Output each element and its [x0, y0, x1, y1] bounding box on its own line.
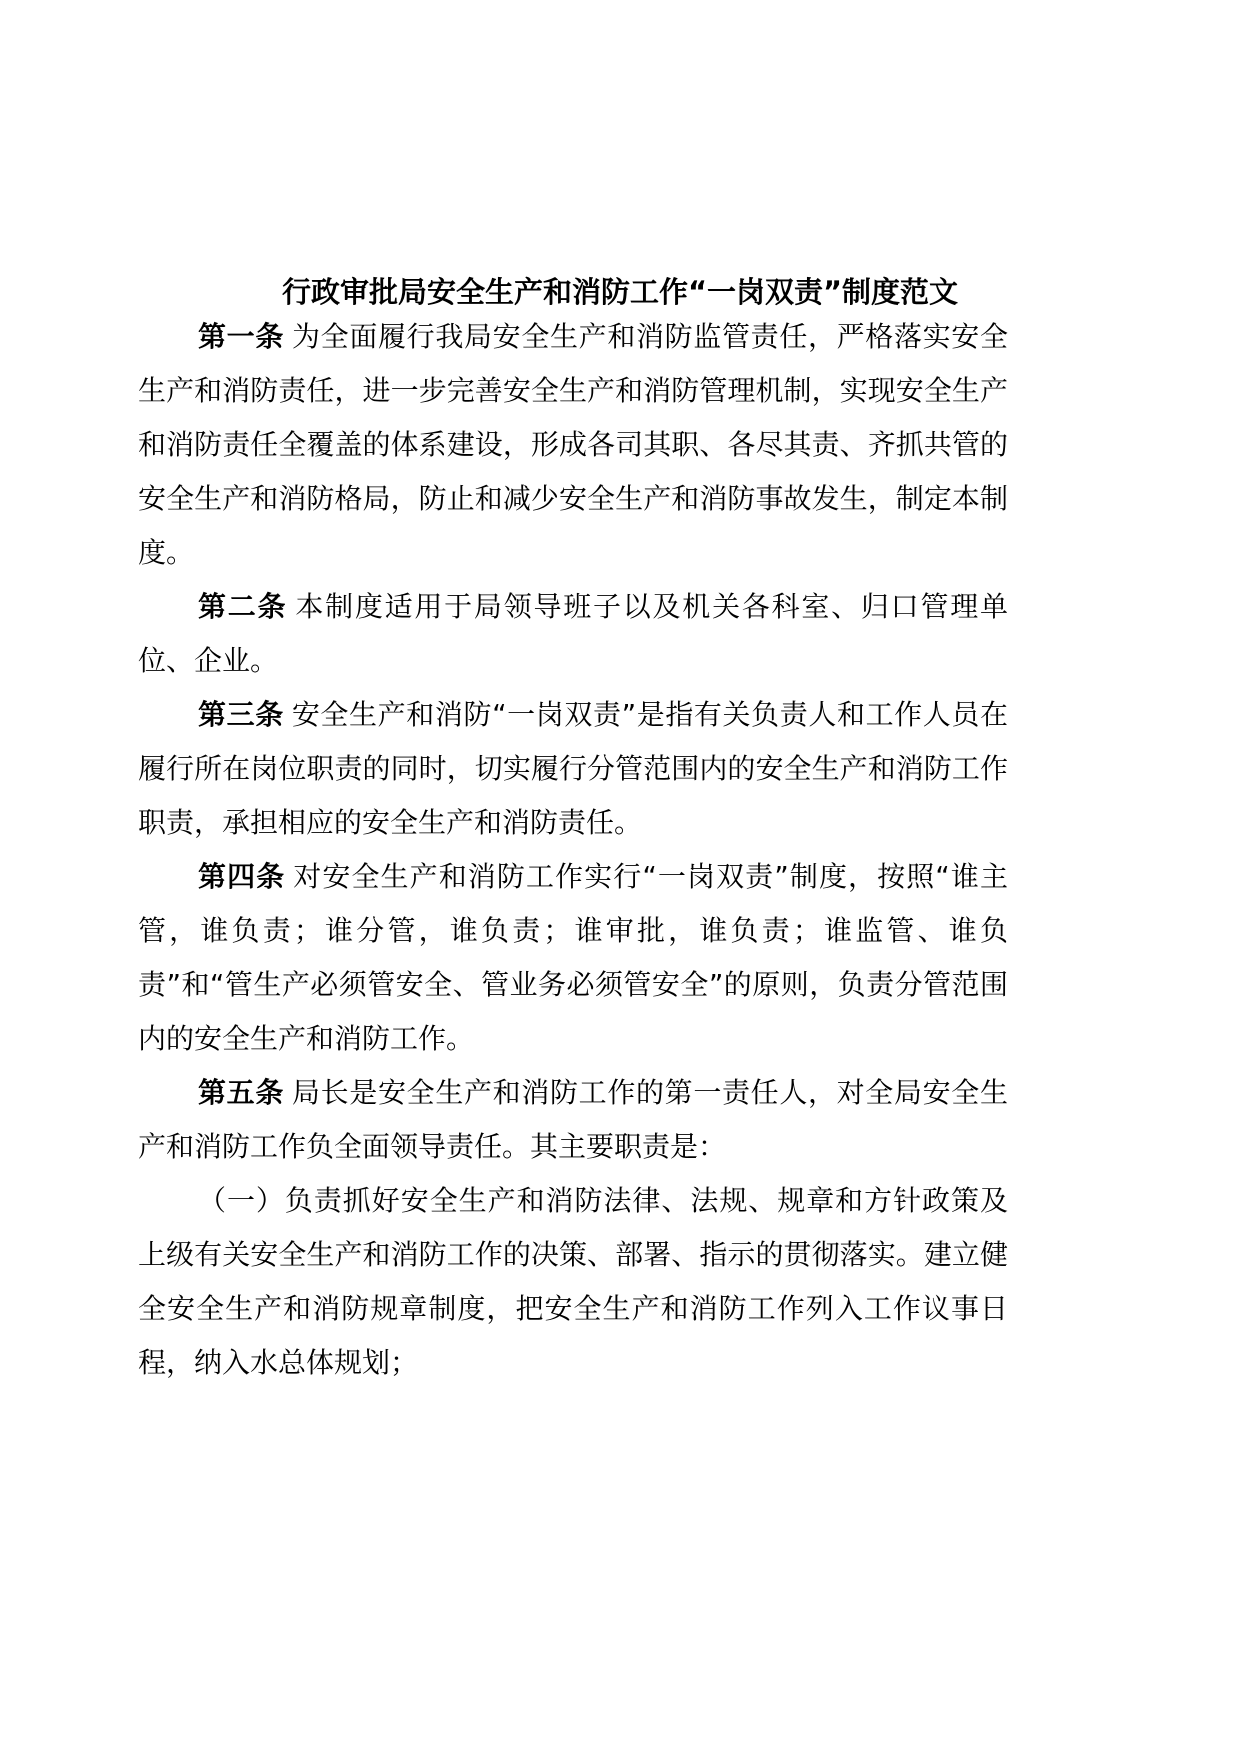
article-5 — [138, 1066, 1008, 1174]
article-label: 第五条 — [198, 1076, 284, 1109]
article-text: 安全生产和消防“一岗双责”是指有关负责人和工作人员在履行所在岗位职责的同时，切实履行分管范围内的安全生产和消防工作职责，承担相应的安全生产和消防责任。 — [138, 698, 1008, 839]
article-text: 局长是安全生产和消防工作的第一责任人，对全局安全生产和消防工作负全面领导责任。其主要职责是： — [138, 1076, 1008, 1163]
item-text: （一）负责抓好安全生产和消防法律、法规、规章和方针政策及上级有关安全生产和消防工作的决策、部署、指示的贯彻落实。建立健全安全生产和消防规章制度，把安全生产和消防工作列入工作议事日程，纳入水总体规划； — [138, 1184, 1008, 1379]
article-label: 第二条 — [198, 590, 288, 623]
article-5-item-1 — [138, 1174, 1008, 1390]
article-label: 第三条 — [198, 698, 284, 731]
article-text: 为全面履行我局安全生产和消防监管责任，严格落实安全生产和消防责任，进一步完善安全生产和消防管理机制，实现安全生产和消防责任全覆盖的体系建设，形成各司其职、各尽其责、齐抓共管的安全生产和消防格局，防止和减少安全生产和消防事故发生，制定本制度。 — [138, 320, 1008, 569]
article-text: 对安全生产和消防工作实行“一岗双责”制度，按照“谁主管，谁负责；谁分管，谁负责；谁审批，谁负责；谁监管、谁负责”和“管生产必须管安全、管业务必须管安全”的原则，负责分管范围内的安全生产和消防工作。 — [138, 860, 1008, 1055]
article-3 — [138, 688, 1008, 850]
document-body — [138, 310, 1008, 1390]
article-1 — [138, 310, 1008, 580]
article-label: 第四条 — [198, 860, 286, 893]
article-label: 第一条 — [198, 320, 284, 353]
article-text: 本制度适用于局领导班子以及机关各科室、归口管理单位、企业。 — [138, 590, 1008, 677]
document-title: 行政审批局安全生产和消防工作“一岗双责”制度范文 — [281, 275, 959, 309]
article-2 — [138, 580, 1008, 688]
article-4 — [138, 850, 1008, 1066]
